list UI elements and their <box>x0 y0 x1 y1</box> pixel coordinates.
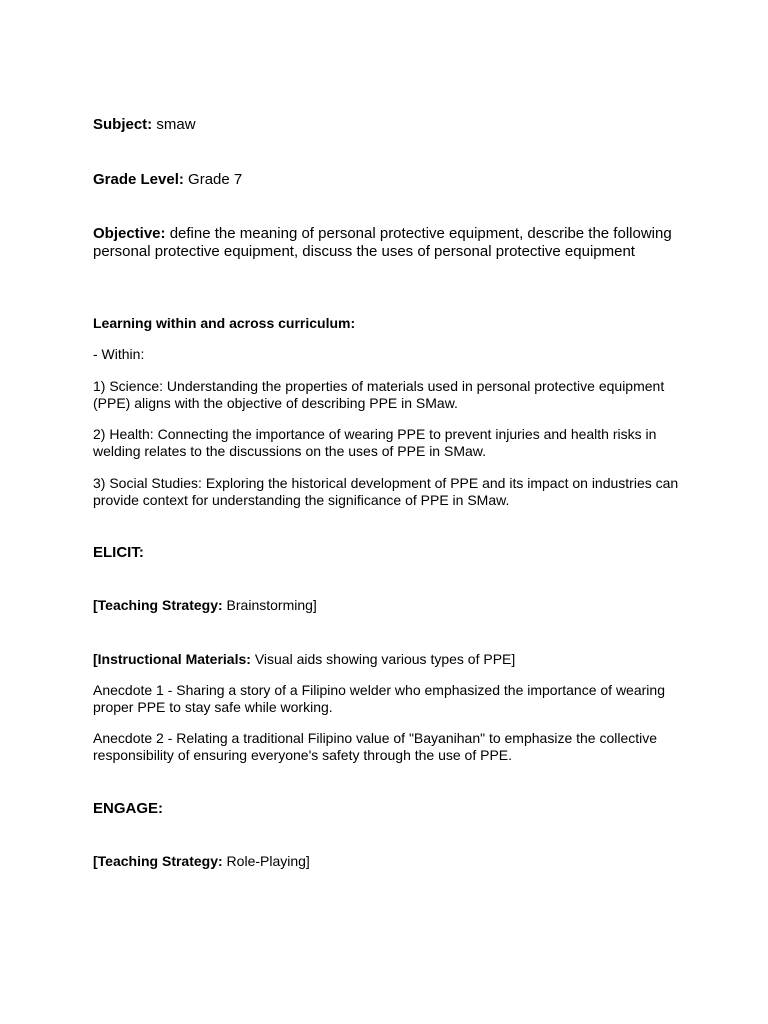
engage-teaching-strategy <box>93 853 683 870</box>
within-item-science: 1) Science: Understanding the properties of materials used in personal protective equipment (PPE) aligns with the objective of describing PPE in SMaw. <box>93 378 665 411</box>
objective-paragraph <box>93 225 683 261</box>
within-item-social-studies: 3) Social Studies: Exploring the historical development of PPE and its impact on industries can provide context for understanding the significance of PPE in SMaw. <box>93 475 679 508</box>
elicit-anecdote-1: Anecdote 1 - Sharing a story of a Filipino welder who emphasized the importance of wearing proper PPE to stay safe while working. <box>93 682 665 715</box>
within-label: - Within: <box>93 346 145 362</box>
grade-level-label: Grade Level: <box>93 171 184 188</box>
engage-strategy-label: Teaching Strategy: <box>97 853 223 869</box>
elicit-strategy-value: Brainstorming] <box>222 597 317 613</box>
elicit-materials-bracket: [ <box>93 651 98 667</box>
objective-value: define the meaning of personal protective equipment, describe the following personal protective equipment, discuss the uses of personal protective equipment <box>93 225 672 260</box>
engage-heading: ENGAGE: <box>93 800 164 817</box>
elicit-materials-value: Visual aids showing various types of PPE] <box>250 651 516 667</box>
elicit-instructional-materials <box>93 651 683 668</box>
grade-level-line <box>93 171 683 189</box>
elicit-heading: ELICIT: <box>93 544 144 561</box>
subject-value: smaw <box>152 116 196 133</box>
elicit-anecdote-2: Anecdote 2 - Relating a traditional Filipino value of "Bayanihan" to emphasize the collective responsibility of ensuring everyone's safety through the use of PPE. <box>93 730 658 763</box>
elicit-strategy-label: Teaching Strategy: <box>97 597 223 613</box>
elicit-materials-label: Instructional Materials: <box>97 651 251 667</box>
subject-label: Subject: <box>93 116 153 133</box>
learning-heading: Learning within and across curriculum: <box>93 315 356 331</box>
elicit-teaching-strategy <box>93 597 683 614</box>
elicit-strategy-bracket: [ <box>93 597 98 613</box>
grade-level-value: Grade 7 <box>183 171 243 188</box>
engage-strategy-bracket: [ <box>93 853 98 869</box>
within-item-health: 2) Health: Connecting the importance of wearing PPE to prevent injuries and health risks in welding relates to the discussions on the uses of PPE in SMaw. <box>93 426 657 459</box>
objective-label: Objective: <box>93 225 166 242</box>
engage-strategy-value: Role-Playing] <box>222 853 310 869</box>
subject-line <box>93 116 683 134</box>
